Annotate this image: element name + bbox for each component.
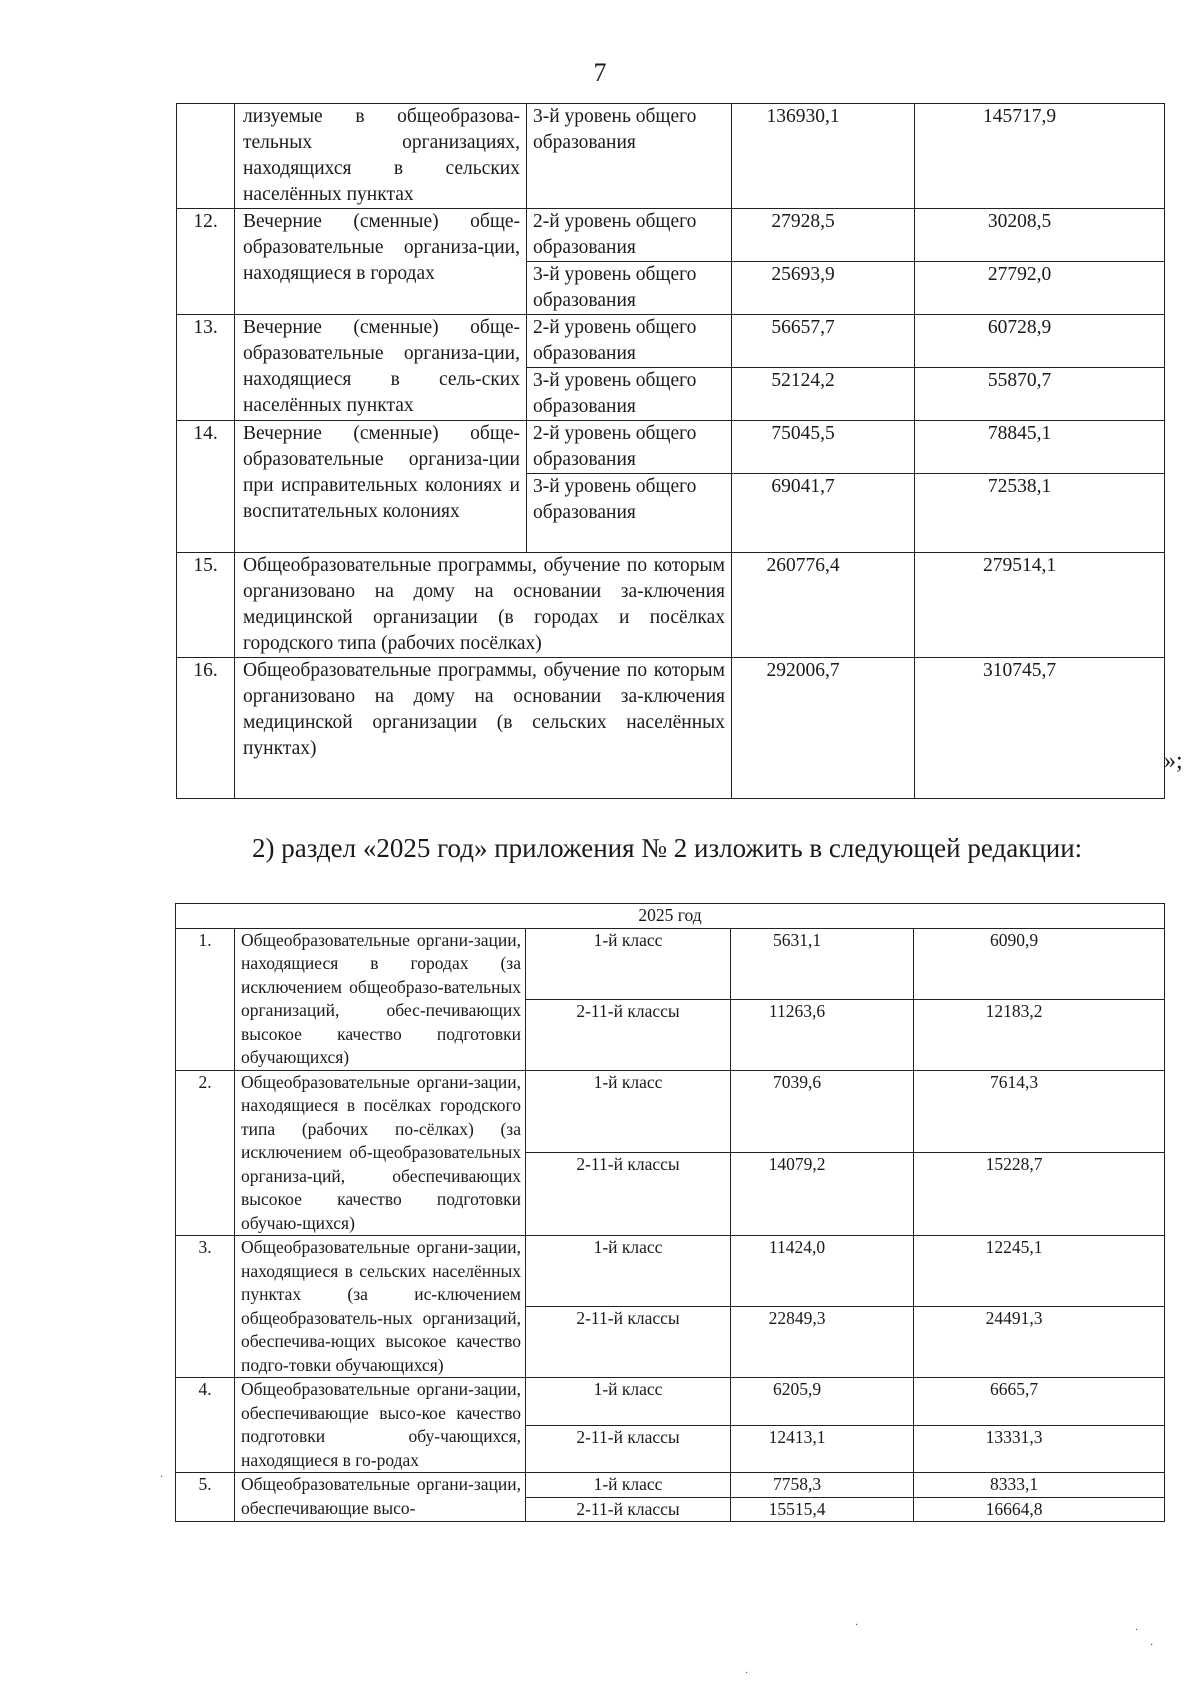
value-2: 7614,3	[914, 1070, 1165, 1153]
value-2: 16664,8	[914, 1497, 1165, 1522]
class-range: 1-й класс	[526, 1378, 731, 1426]
value-1: 260776,4	[732, 553, 915, 658]
row-number: 13.	[177, 315, 235, 421]
year-header-row	[176, 904, 1165, 929]
value-2: 60728,9	[915, 315, 1165, 368]
value-2: 8333,1	[914, 1473, 1165, 1498]
row-number: 5.	[176, 1473, 235, 1522]
organization-description: Вечерние (сменные) обще-образовательные организа-ции, находящиеся в сель-ских населённых пунктах	[235, 315, 527, 421]
education-level: 2-й уровень общего образования	[527, 315, 732, 368]
value-2: 13331,3	[914, 1425, 1165, 1473]
scan-speck: ·	[855, 1620, 859, 1631]
value-1: 22849,3	[731, 1307, 914, 1378]
value-1: 12413,1	[731, 1425, 914, 1473]
organization-description: Общеобразовательные органи-зации, находящиеся в посёлках городского типа (рабочих по-сёлках) (за исключением об-щеобразовательных организа-ций, обеспечивающих высокое качество подготовки обучаю-щихся)	[235, 1070, 526, 1236]
value-2: 30208,5	[915, 209, 1165, 262]
value-1: 25693,9	[732, 262, 915, 315]
table-row	[176, 1070, 1165, 1153]
table-row	[176, 1236, 1165, 1307]
row-number: 12.	[177, 209, 235, 315]
program-description: Общеобразовательные программы, обучение по которым организовано на дому на основании за-ключения медицинской организации (в городах и посёлках городского типа (рабочих посёлках)	[235, 553, 732, 658]
row-number	[177, 104, 235, 209]
value-1: 14079,2	[731, 1153, 914, 1236]
value-1: 6205,9	[731, 1378, 914, 1426]
class-range: 1-й класс	[526, 1070, 731, 1153]
education-level: 3-й уровень общего образования	[527, 474, 732, 553]
page-number: 7	[593, 58, 607, 87]
organization-description: Общеобразовательные органи-зации, находящиеся в городах (за исключением общеобразо-вательных организаций, обес-печивающих высокое качество подготовки обучающихся)	[235, 928, 526, 1070]
scan-speck: ·	[745, 1668, 749, 1679]
amendment-instruction: 2) раздел «2025 год» приложения № 2 изложить в следующей редакции:	[252, 833, 1083, 863]
table-row	[177, 658, 1165, 799]
value-2: 55870,7	[915, 368, 1165, 421]
table-row	[176, 1378, 1165, 1426]
row-number: 1.	[176, 928, 235, 1070]
value-2: 12245,1	[914, 1236, 1165, 1307]
value-2: 12183,2	[914, 999, 1165, 1070]
table-row	[177, 421, 1165, 474]
value-2: 6665,7	[914, 1378, 1165, 1426]
organization-description: Общеобразовательные органи-зации, обеспечивающие высо-кое качество подготовки обу-чающихся, находящиеся в го-родах	[235, 1378, 526, 1473]
scan-speck: ·	[160, 1472, 164, 1483]
scan-speck: ·	[1135, 1625, 1139, 1636]
value-2: 279514,1	[915, 553, 1165, 658]
class-range: 2-11-й классы	[526, 1425, 731, 1473]
value-1: 69041,7	[732, 474, 915, 553]
value-1: 27928,5	[732, 209, 915, 262]
program-description: Общеобразовательные программы, обучение по которым организовано на дому на основании за-ключения медицинской организации (в сельских населённых пунктах)	[235, 658, 732, 799]
organization-description: Вечерние (сменные) обще-образовательные организа-ции при исправительных колониях и воспитательных колониях	[235, 421, 527, 553]
class-range: 1-й класс	[526, 1473, 731, 1498]
value-1: 292006,7	[732, 658, 915, 799]
value-1: 75045,5	[732, 421, 915, 474]
value-2: 72538,1	[915, 474, 1165, 553]
row-number: 2.	[176, 1070, 235, 1236]
row-number: 15.	[177, 553, 235, 658]
value-2: 310745,7	[915, 658, 1165, 799]
education-level: 3-й уровень общего образования	[527, 104, 732, 209]
funding-table-continued	[176, 103, 1165, 799]
class-range: 2-11-й классы	[526, 999, 731, 1070]
scan-speck: ·	[1150, 1640, 1154, 1651]
funding-table-2025	[175, 903, 1165, 1522]
table-row	[177, 209, 1165, 262]
year-header: 2025 год	[176, 904, 1165, 929]
organization-description: Общеобразовательные органи-зации, обеспечивающие высо-	[235, 1473, 526, 1522]
row-number: 3.	[176, 1236, 235, 1378]
education-level: 2-й уровень общего образования	[527, 209, 732, 262]
value-2: 6090,9	[914, 928, 1165, 999]
value-1: 5631,1	[731, 928, 914, 999]
class-range: 2-11-й классы	[526, 1497, 731, 1522]
value-1: 136930,1	[732, 104, 915, 209]
value-1: 52124,2	[732, 368, 915, 421]
table-row	[177, 553, 1165, 658]
class-range: 2-11-й классы	[526, 1153, 731, 1236]
row-number: 14.	[177, 421, 235, 553]
value-2: 78845,1	[915, 421, 1165, 474]
class-range: 2-11-й классы	[526, 1307, 731, 1378]
value-1: 56657,7	[732, 315, 915, 368]
education-level: 3-й уровень общего образования	[527, 262, 732, 315]
organization-description: Вечерние (сменные) обще-образовательные организа-ции, находящиеся в городах	[235, 209, 527, 315]
value-2: 27792,0	[915, 262, 1165, 315]
value-1: 7758,3	[731, 1473, 914, 1498]
table-row	[177, 104, 1165, 209]
row-number: 16.	[177, 658, 235, 799]
education-level: 2-й уровень общего образования	[527, 421, 732, 474]
value-2: 24491,3	[914, 1307, 1165, 1378]
value-1: 15515,4	[731, 1497, 914, 1522]
table-row	[176, 928, 1165, 999]
table-row	[176, 1473, 1165, 1498]
value-2: 15228,7	[914, 1153, 1165, 1236]
education-level: 3-й уровень общего образования	[527, 368, 732, 421]
value-1: 11263,6	[731, 999, 914, 1070]
value-1: 7039,6	[731, 1070, 914, 1153]
closing-quote-mark: »;	[1164, 748, 1183, 774]
value-1: 11424,0	[731, 1236, 914, 1307]
value-2: 145717,9	[915, 104, 1165, 209]
organization-description: Общеобразовательные органи-зации, находящиеся в сельских населённых пунктах (за ис-ключением общеобразователь-ных организаций, обеспечива-ющих высокое качество подго-товки обучающихся)	[235, 1236, 526, 1378]
table-row	[177, 315, 1165, 368]
class-range: 1-й класс	[526, 928, 731, 999]
row-number: 4.	[176, 1378, 235, 1473]
organization-description: лизуемые в общеобразова-тельных организациях, находящихся в сельских населённых пунктах	[235, 104, 527, 209]
class-range: 1-й класс	[526, 1236, 731, 1307]
